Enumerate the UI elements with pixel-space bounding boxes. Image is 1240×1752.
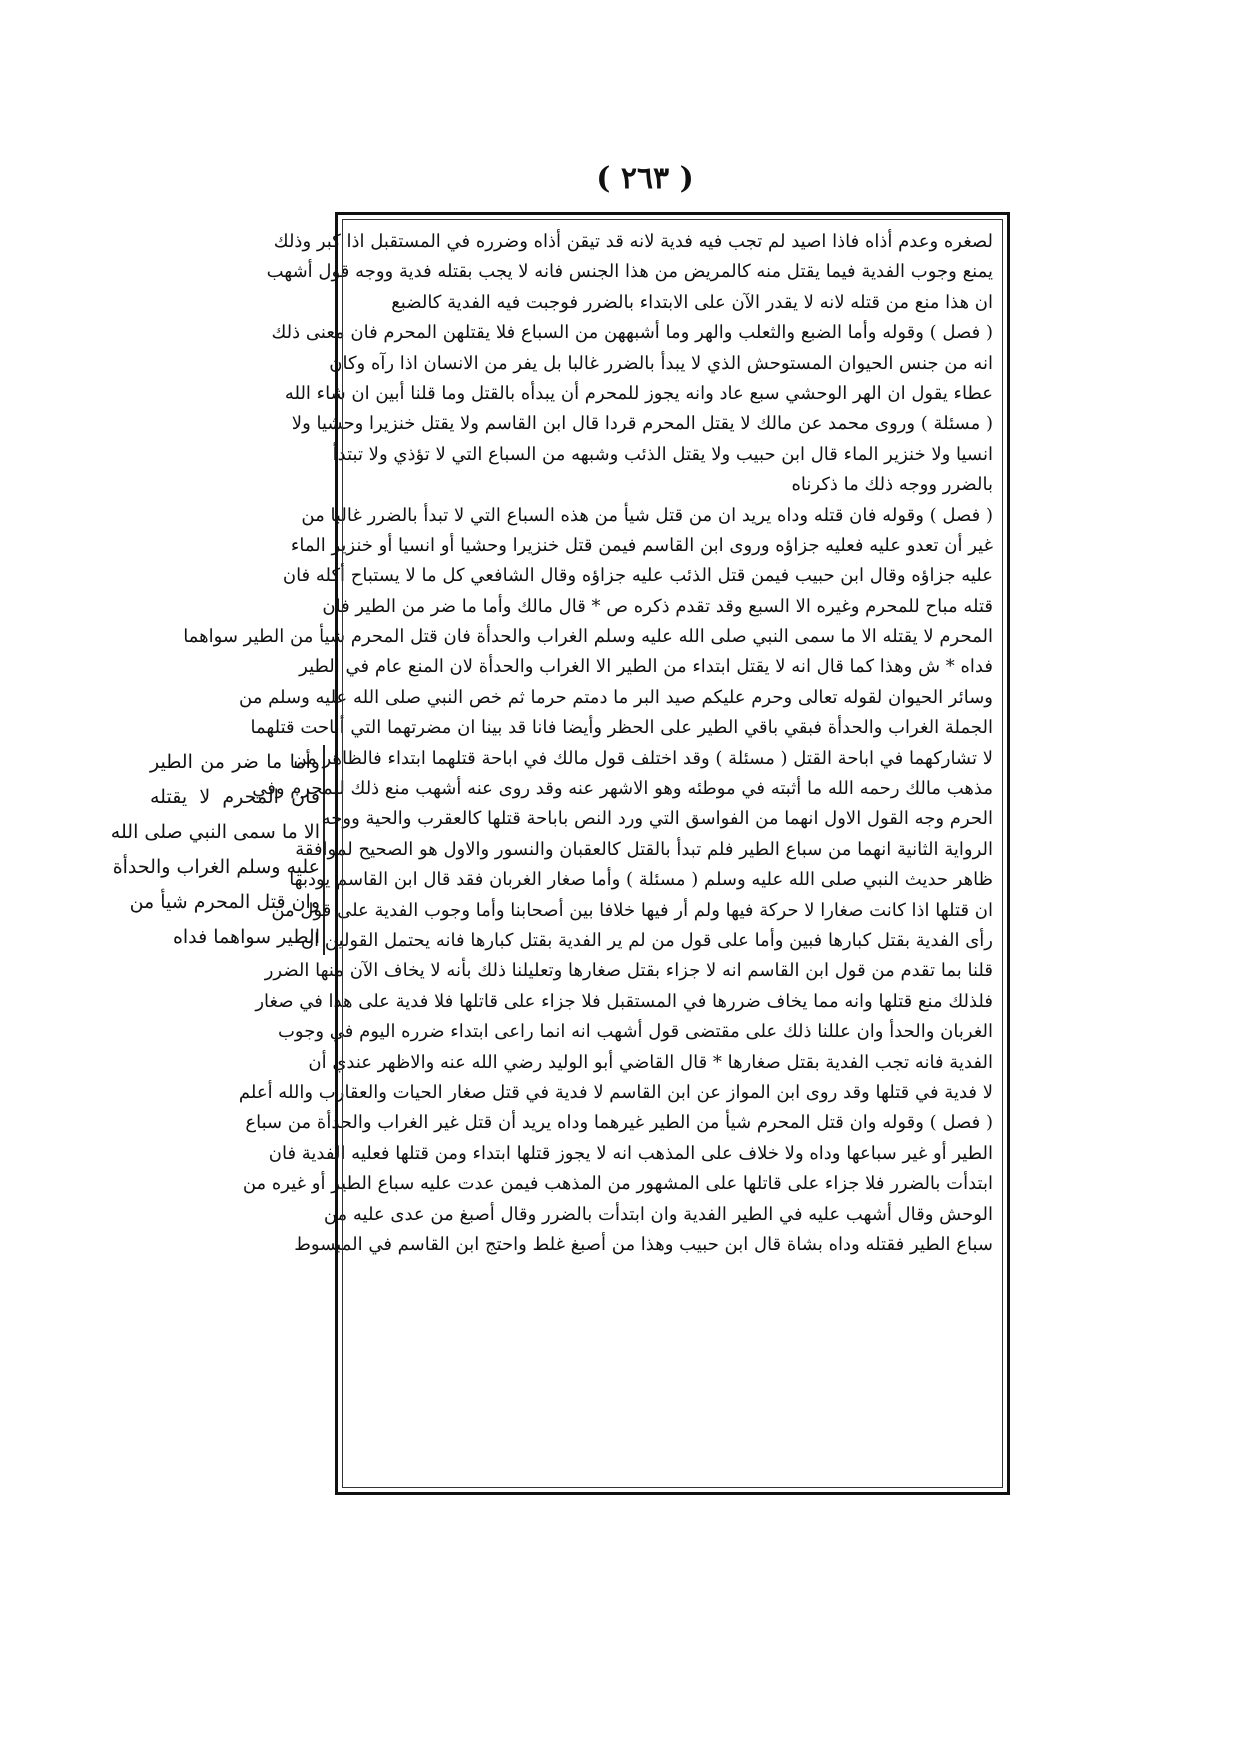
main-text-body [183,227,993,1260]
gloss-line: الا ما سمى النبي صلى الله [110,821,320,843]
text-line: يمنع وجوب الفدية فيما يقتل منه كالمريض من هذا الجنس فانه لا يجب بقتله فدية ووجه قول أشهب [266,261,993,283]
text-line: سباع الطير فقتله وداه بشاة قال ابن حبيب وهذا من أصبغ غلط واحتج ابن القاسم في المبسوط [294,1233,993,1255]
text-line: ان قتلها اذا كانت صغارا لا حركة فيها ولم أر فيها خلافا بين أصحابنا وأما وجوب الفدية على قول من [271,899,993,921]
text-line: ظاهر حديث النبي صلى الله عليه وسلم ( مسئلة ) وأما صغار الغربان فقد قال ابن القاسم يودبها [289,869,993,891]
text-line: انه من جنس الحيوان المستوحش الذي لا يبدأ بالضرر غالبا بل يفر من الانسان اذا رآه وكان [329,352,993,374]
text-line: الجملة الغراب والحدأة فبقي باقي الطير على الحظر وأيضا فانا قد بينا ان مضرتهما التي أباحت قتلهما [250,717,993,739]
text-line: الوحش وقال أشهب عليه في الطير الفدية وان ابتدأت بالضرر وقال أصبغ من عدى عليه من [323,1203,993,1225]
text-line: قلنا بما تقدم من قول ابن القاسم انه لا جزاء بقتل صغارها وتعليلنا ذلك بأنه لا يخاف الآن منها الضرر [264,960,993,982]
text-line: ( فصل ) وقوله فان قتله وداه يريد ان من قتل شيأ من هذه السباع التي لا تبدأ بالضرر غالبا من [301,504,993,526]
text-line: مذهب مالك رحمه الله ما أثبته في موطئه وهو الاشهر عنه وقد روى عنه أشهب منع ذلك للمحرم وفي [252,778,993,800]
gloss-line: عليه وسلم الغراب والحدأة [112,856,320,878]
text-line: قتله مباح للمحرم وغيره الا السبع وقد تقدم ذكره ص * قال مالك وأما ما ضر من الطير فان [322,595,993,617]
text-line: ابتدأت بالضرر فلا جزاء على قاتلها على المشهور من المذهب فيمن عدت عليه سباع الطير أو غيره من [242,1173,993,1195]
text-line: ( مسئلة ) وروى محمد عن مالك لا يقتل المحرم قردا قال ابن القاسم ولا يقتل خنزيرا وحشيا ولا [291,413,993,435]
text-line: الفدية فانه تجب الفدية بقتل صغارها * قال القاضي أبو الوليد رضي الله عنه والاظهر عندي أن [308,1051,993,1073]
text-line: لا فدية في قتلها وقد روى ابن المواز عن ابن القاسم لا فدية في قتل صغار الحيات والعقارب والله أعلم [238,1081,993,1103]
text-line: الطير أو غير سباعها وداه ولا خلاف على المذهب انه لا يجوز قتلها ابتداء ومن قتلها فعليه الفدية فان [268,1142,993,1164]
text-line: فداه * ش وهذا كما قال انه لا يقتل ابتداء من الطير الا الغراب والحدأة لان المنع عام في الطير [299,656,993,678]
text-line: ( فصل ) وقوله وان قتل المحرم شيأ من الطير غيرهما وداه يريد أن قتل غير الغراب والحدأة من سباع [245,1112,993,1134]
text-line: فلذلك منع قتلها وانه مما يخاف ضررها في المستقبل فلا جزاء على قاتلها فلا فدية على هذا في صغار [255,990,993,1012]
gloss-line: وان قتل المحرم شيأ من [129,891,320,913]
text-line: عليه جزاؤه وقال ابن حبيب فيمن قتل الذئب عليه جزاؤه وقال الشافعي كل ما لا يستباح أكله فان [282,565,993,587]
text-line: بالضرر ووجه ذلك ما ذكرناه [791,474,993,496]
page-number: ( ٢٦٣ ) [596,161,694,196]
text-line: الحرم وجه القول الاول انهما من الفواسق التي ورد النص باباحة قتلها كالعقرب والحية ووجه [321,808,993,830]
text-line: عطاء يقول ان الهر الوحشي سبع عاد وانه يجوز للمحرم أن يبدأه بالقتل وما قلنا أبين ان شاء الله [284,382,993,404]
text-line: انسيا ولا خنزير الماء قال ابن حبيب ولا يقتل الذئب وشبهه من السباع التي لا تؤذي ولا تبتدأ [332,443,993,465]
text-line: غير أن تعدو عليه فعليه جزاؤه وروى ابن القاسم فيمن قتل خنزيرا وحشيا أو انسيا أو خنزير الماء [290,534,993,556]
text-line: الرواية الثانية انهما من سباع الطير فلم تبدأ بالقتل كالعقبان والنسور والاول هو الصحيح لموافقة [295,838,993,860]
text-line: لصغره وعدم أذاه فاذا اصيد لم تجب فيه فدية لانه قد تيقن أذاه وضرره في المستقبل اذا كبر وذلك [273,231,993,252]
text-line: ان هذا منع من قتله لانه لا يقدر الآن على الابتداء بالضرر فوجبت فيه الفدية كالضبع [391,291,993,313]
text-line: ( فصل ) وقوله وأما الضبع والثعلب والهر وما أشبههن من السباع فلا يقتلهن المحرم فان معنى ذلك [271,322,993,344]
text-line: المحرم لا يقتله الا ما سمى النبي صلى الله عليه وسلم الغراب والحدأة فان قتل المحرم شيأ من الطير سواهما [183,626,993,648]
gloss-line: الطير سواهما فداه [172,926,320,948]
text-line: لا تشاركهما في اباحة القتل ( مسئلة ) وقد اختلف قول مالك في اباحة قتلهما ابتداء فالظاهر من [293,747,993,769]
text-line: الغربان والحدأ وان عللنا ذلك على مقتضى قول أشهب انه انما راعى ابتداء ضرره اليوم في وجوب [277,1021,993,1043]
gloss-line: فان المحرم لا يقتله [150,786,320,808]
main-text-frame [183,212,1010,1495]
text-line: رأى الفدية بقتل كبارها فبين وأما على قول من لم ير الفدية بقتل كبارها فانه يحتمل القولين ان [300,929,993,951]
gloss-line: وأما ما ضر من الطير [150,751,320,773]
text-line: وسائر الحيوان لقوله تعالى وحرم عليكم صيد البر ما دمتم حرما ثم خص النبي صلى الله عليه وسلم من [239,686,993,708]
